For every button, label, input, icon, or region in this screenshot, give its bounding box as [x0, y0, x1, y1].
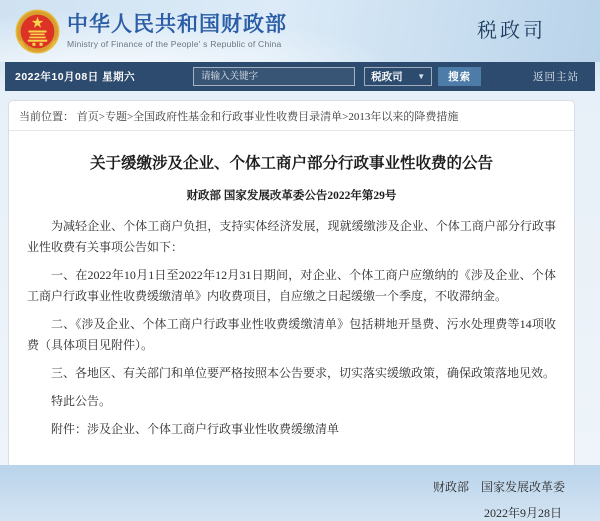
breadcrumb — [9, 101, 574, 131]
national-emblem-icon — [15, 9, 60, 54]
article-paragraph: 为减轻企业、个体工商户负担，支持实体经济发展，现就缓缴涉及企业、个体工商户部分行政事业性收费有关事项公告如下： — [27, 219, 556, 254]
return-home-link[interactable]: 返回主站 — [533, 71, 579, 83]
site-title-cn: 中华人民共和国财政部 — [67, 12, 287, 36]
breadcrumb-label: 当前位置： — [19, 111, 74, 123]
breadcrumb-path[interactable]: 首页>专题>全国政府性基金和行政事业性收费目录清单>2013年以来的降费措施 — [76, 111, 459, 123]
site-logo[interactable] — [15, 9, 287, 54]
article-doc-number: 财政部 国家发展改革委公告2022年第29号 — [186, 190, 397, 202]
search-input[interactable] — [193, 67, 355, 86]
site-title-en: Ministry of Finance of the People' s Republic of China — [67, 39, 282, 50]
department-title: 税政司 — [477, 19, 546, 42]
top-navbar — [5, 62, 595, 91]
article-attachment-line: 附件：涉及企业、个体工商户行政事业性收费缓缴清单 — [51, 422, 340, 436]
article-body — [27, 216, 556, 440]
article-title: 关于缓缴涉及企业、个体工商户部分行政事业性收费的公告 — [89, 155, 493, 172]
article-paragraph: 一、在2022年10月1日至2022年12月31日期间，对企业、个体工商户应缴纳的《涉及企业、个体工商户行政事业性收费缓缴清单》内收费项目，自应缴之日起缓缴一个季度，不收滞纳金。 — [27, 268, 556, 303]
article-paragraph: 二、《涉及企业、个体工商户行政事业性收费缓缴清单》包括耕地开垦费、污水处理费等14项收费（具体项目见附件）。 — [27, 317, 556, 352]
search-button[interactable]: 搜索 — [438, 67, 481, 86]
content-panel — [8, 100, 575, 520]
chevron-down-icon: ▼ — [417, 72, 426, 81]
site-header — [0, 0, 600, 62]
announcement-article — [9, 151, 574, 521]
article-paragraph: 三、各地区、有关部门和单位要严格按照本公告要求，切实落实缓缴政策，确保政策落地见效。 — [51, 366, 556, 380]
article-paragraph: 特此公告。 — [51, 394, 112, 408]
search-scope-select[interactable] — [364, 67, 432, 86]
article-signature: 财政部 国家发展改革委 — [432, 480, 565, 494]
article-date: 2022年9月28日 — [483, 506, 562, 520]
site-title-block — [67, 13, 287, 49]
current-date: 2022年10月08日 星期六 — [15, 71, 136, 83]
search-scope-value: 税政司 — [371, 71, 403, 83]
